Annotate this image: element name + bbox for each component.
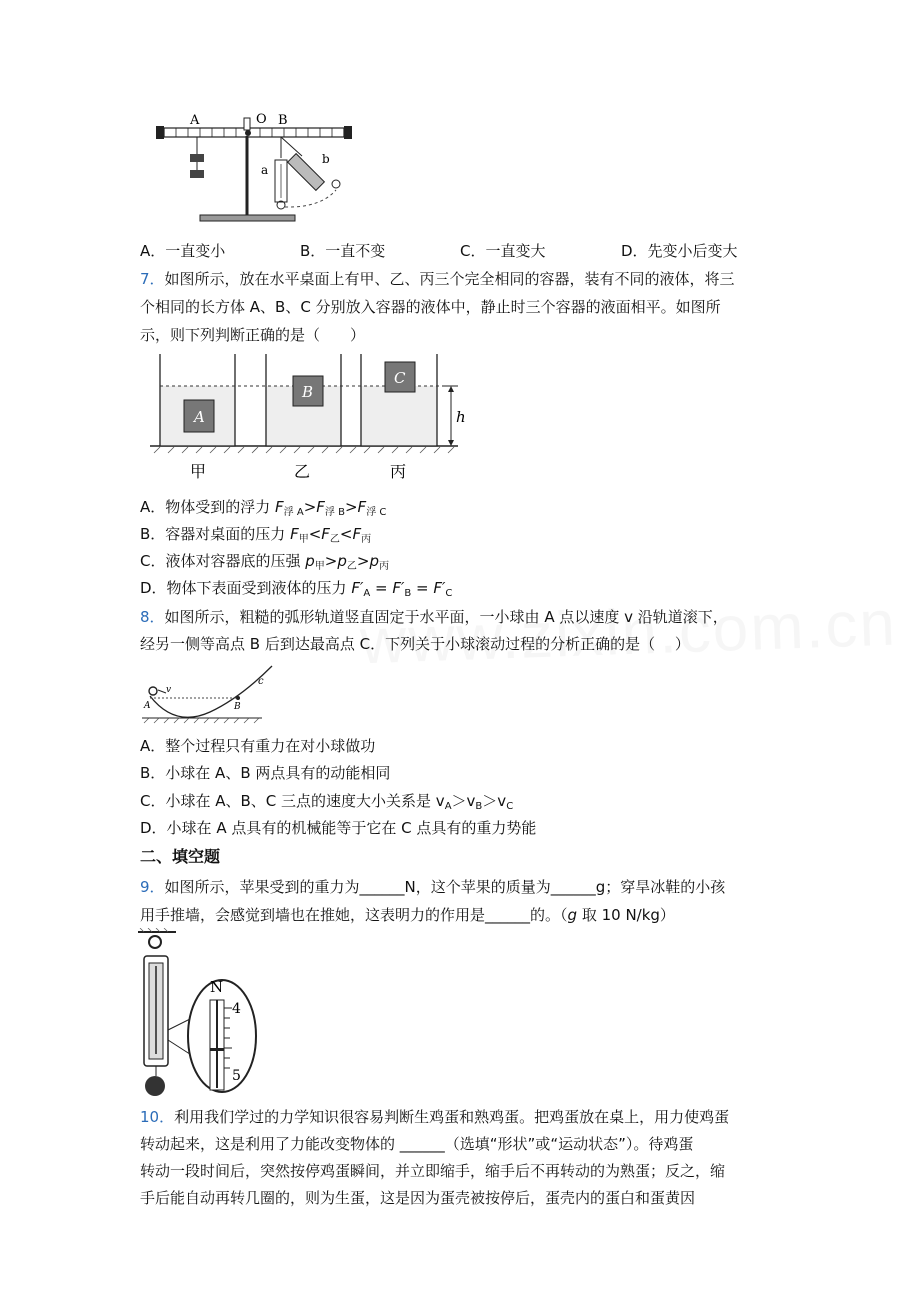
scale-tick-5: 5 <box>232 1068 241 1084</box>
q9-number: 9． <box>140 878 165 896</box>
track-label-b: B <box>234 702 241 712</box>
q8-option-d: D．小球在 A 点具有的机械能等于它在 C 点具有的重力势能 <box>140 819 537 837</box>
q7-number: 7． <box>140 270 165 288</box>
q10-number: 10． <box>140 1108 175 1126</box>
scale-unit: N <box>210 978 224 996</box>
block-a-label: A <box>194 408 205 426</box>
containers-figure <box>148 350 468 490</box>
block-b-label: B <box>302 383 314 401</box>
track-label-v: v <box>166 685 172 695</box>
q8-option-a: A．整个过程只有重力在对小球做功 <box>140 737 376 755</box>
q9-line-2: 用手推墙，会感觉到墙也在推她，这表明力的作用是______的。（g 取 10 N/kg） <box>140 906 675 924</box>
q7-line-2: 个相同的长方体 A、B、C 分别放入容器的液体中，静止时三个容器的液面相平。如图所 <box>140 298 721 316</box>
q7-option-b: B．容器对桌面的压力 $F_甲<F_乙<F_丙$ <box>140 525 372 545</box>
spring-scale-figure <box>134 928 264 1104</box>
q10-line-4: 手后能自动再转几圈的，则为生蛋，这是因为蛋壳被按停后，蛋壳内的蛋白和蛋黄因 <box>140 1189 696 1207</box>
q6-option-d: D．先变小后变大 <box>621 242 738 260</box>
q7-option-d: D．物体下表面受到液体的压力 $F'_A = F'_B = F'_C$ <box>140 579 453 599</box>
track-label-a: A <box>144 701 151 711</box>
q7-line-3: 示，则下列判断正确的是（ ） <box>140 326 366 344</box>
label-O: O <box>256 112 267 127</box>
track-figure <box>140 660 280 726</box>
section-title: 二、填空题 <box>140 847 221 866</box>
track-label-c: c <box>258 676 264 687</box>
h-label: h <box>456 408 466 426</box>
q10-line-1: 10．利用我们学过的力学知识很容易判断生鸡蛋和熟鸡蛋。把鸡蛋放在桌上，用力使鸡蛋 <box>140 1108 730 1126</box>
q7-line-1: 7．如图所示，放在水平桌面上有甲、乙、丙三个完全相同的容器，装有不同的液体，将三 <box>140 270 735 288</box>
container-bing: 丙 <box>390 462 407 481</box>
q6-option-a: A．一直变小 <box>140 242 226 260</box>
q7-option-c: C．液体对容器底的压强 $p_甲>p_乙>p_丙$ <box>140 552 389 572</box>
q8-number: 8． <box>140 608 165 626</box>
q8-line-1: 8．如图所示，粗糙的弧形轨道竖直固定于水平面，一小球由 A 点以速度 v 沿轨道滚下， <box>140 608 728 626</box>
q10-line-3: 转动一段时间后，突然按停鸡蛋瞬间，并立即缩手，缩手后不再转动的为熟蛋；反之，缩 <box>140 1162 726 1180</box>
scale-tick-4: 4 <box>232 1001 241 1017</box>
label-b: b <box>322 152 330 166</box>
label-B: B <box>278 113 288 128</box>
q6-option-c: C．一直变大 <box>460 242 546 260</box>
label-A: A <box>190 113 200 128</box>
container-yi: 乙 <box>294 462 311 481</box>
q9-line-1: 9．如图所示，苹果受到的重力为______N，这个苹果的质量为______g；穿旱冰鞋的小孩 <box>140 878 726 896</box>
lever-figure <box>150 108 360 228</box>
q8-line-2: 经另一侧等高点 B 后到达最高点 C．下列关于小球滚动过程的分析正确的是（ ） <box>140 635 690 653</box>
q6-option-b: B．一直不变 <box>300 242 386 260</box>
block-c-label: C <box>394 369 406 387</box>
q7-option-a: A．物体受到的浮力 $F_{浮 A}>F_{浮 B}>F_{浮 C}$ <box>140 498 387 518</box>
label-a: a <box>261 163 269 177</box>
q8-option-c: C．小球在 A、B、C 三点的速度大小关系是 $v_A>v_B>v_C$ <box>140 792 514 812</box>
q10-line-2: 转动起来，这是利用了力能改变物体的 ______（选填“形状”或“运动状态”）。待鸡蛋 <box>140 1135 694 1153</box>
q8-option-b: B．小球在 A、B 两点具有的动能相同 <box>140 764 391 782</box>
container-jia: 甲 <box>190 462 207 481</box>
